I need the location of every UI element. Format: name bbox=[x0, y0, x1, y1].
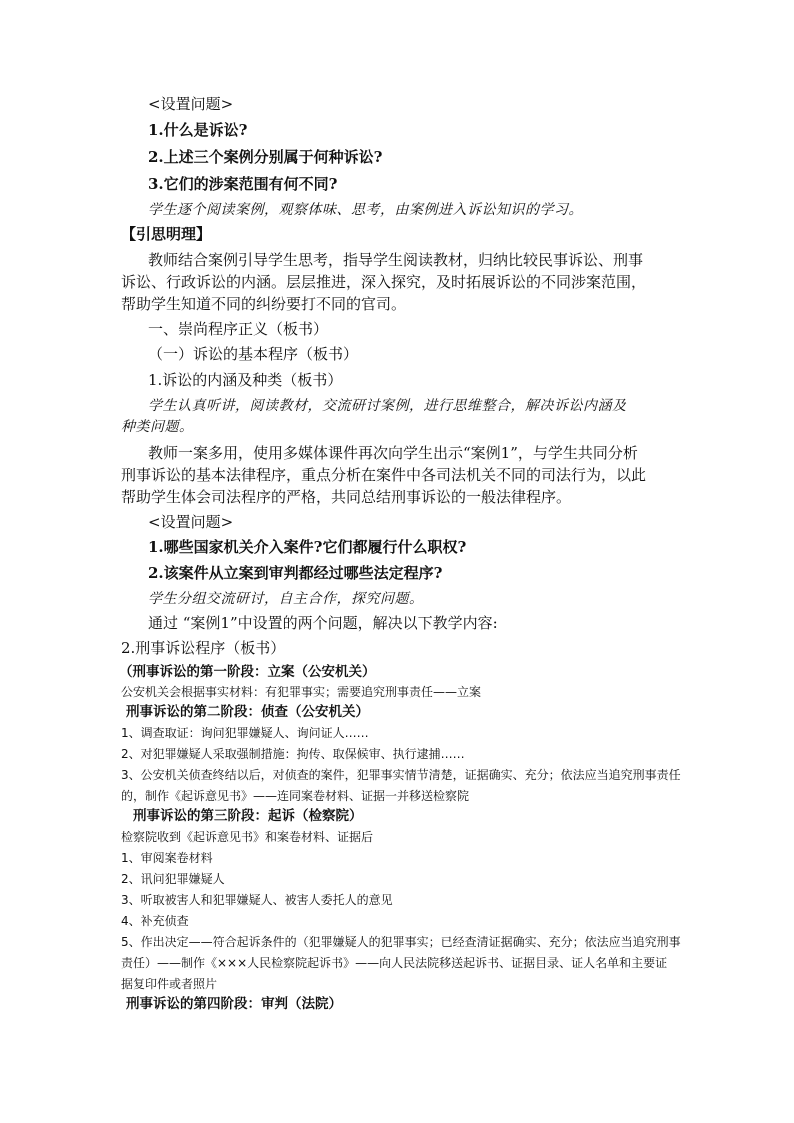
stage-3-item-5-cont: 责任）——制作《×××人民检察院起诉书》——向人民法院移送起诉书、证据目录、证人名单和主要证 bbox=[121, 956, 668, 970]
question-3: 3.它们的涉案范围有何不同? bbox=[148, 175, 338, 193]
stage-4-heading: 刑事诉讼的第四阶段：审判（法院） bbox=[126, 996, 342, 1012]
section-heading-set-questions: <设置问题> bbox=[148, 95, 234, 113]
paragraph-line: 教师一案多用，使用多媒体课件再次向学生出示“案例1”，与学生共同分析 bbox=[148, 444, 638, 462]
stage-3-item-5-cont2: 据复印件或者照片 bbox=[121, 977, 218, 991]
board-heading-4: 2.刑事诉讼程序（板书） bbox=[121, 639, 286, 657]
stage-3-item-1: 1、审阅案卷材料 bbox=[121, 851, 213, 865]
stage-2-item-3: 3、公安机关侦查终结以后，对侦查的案件，犯罪事实情节清楚，证据确实、充分；依法应当追究刑事责任 bbox=[121, 768, 681, 782]
stage-2-item-2: 2、对犯罪嫌疑人采取强制措施：拘传、取保候审、执行逮捕…… bbox=[121, 747, 465, 761]
paragraph-line: 帮助学生知道不同的纠纷要打不同的官司。 bbox=[121, 295, 407, 313]
stage-2-heading: 刑事诉讼的第二阶段：侦查（公安机关） bbox=[126, 704, 369, 720]
stage-3-text: 检察院收到《起诉意见书》和案卷材料、证据后 bbox=[121, 830, 374, 844]
student-activity-3: 学生分组交流研讨，自主合作，探究问题。 bbox=[148, 591, 424, 607]
stage-1-heading: （刑事诉讼的第一阶段：立案（公安机关） bbox=[119, 664, 376, 680]
question-4: 1.哪些国家机关介入案件?它们都履行什么职权? bbox=[148, 538, 467, 556]
stage-3-item-3: 3、听取被害人和犯罪嫌疑人、被害人委托人的意见 bbox=[121, 893, 393, 907]
stage-3-item-2: 2、讯问犯罪嫌疑人 bbox=[121, 872, 225, 886]
paragraph-line: 教师结合案例引导学生思考，指导学生阅读教材，归纳比较民事诉讼、刑事 bbox=[148, 251, 644, 269]
board-heading-3: 1.诉讼的内涵及种类（板书） bbox=[148, 371, 343, 389]
stage-3-heading: 刑事诉讼的第三阶段：起诉（检察院） bbox=[133, 808, 363, 824]
question-2: 2.上述三个案例分别属于何种诉讼? bbox=[148, 148, 383, 166]
question-5: 2.该案件从立案到审判都经过哪些法定程序? bbox=[148, 564, 443, 582]
stage-2-item-1: 1、调查取证：询问犯罪嫌疑人、询问证人…… bbox=[121, 726, 369, 740]
question-1: 1.什么是诉讼? bbox=[148, 121, 248, 139]
stage-3-item-5: 5、作出决定——符合起诉条件的（犯罪嫌疑人的犯罪事实；已经查清证据确实、充分；依法应当追究刑事 bbox=[121, 935, 681, 949]
stage-3-item-4: 4、补充侦查 bbox=[121, 914, 189, 928]
paragraph-line: 通过 “案例1”中设置的两个问题，解决以下教学内容: bbox=[148, 614, 498, 632]
stage-2-item-3-cont: 的，制作《起诉意见书》——连同案卷材料、证据一并移送检察院 bbox=[121, 789, 470, 803]
paragraph-line: 帮助学生体会司法程序的严格，共同总结刑事诉讼的一般法律程序。 bbox=[121, 488, 572, 506]
student-activity-1: 学生逐个阅读案例，观察体味、思考，由案例进入诉讼知识的学习。 bbox=[148, 202, 583, 218]
student-activity-2: 学生认真听讲，阅读教材，交流研讨案例，进行思维整合，解决诉讼内涵及 bbox=[148, 398, 627, 414]
paragraph-line: 刑事诉讼的基本法律程序，重点分析在案件中各司法机关不同的司法行为，以此 bbox=[121, 466, 647, 484]
section-heading-yinsi: 【引思明理】 bbox=[121, 225, 212, 243]
student-activity-2-cont: 种类问题。 bbox=[121, 419, 194, 435]
board-heading-2: （一）诉讼的基本程序（板书） bbox=[148, 345, 359, 363]
stage-1-text: 公安机关会根据事实材料：有犯罪事实；需要追究刑事责任——立案 bbox=[121, 685, 482, 699]
section-heading-set-questions-2: <设置问题> bbox=[148, 513, 234, 531]
board-heading-1: 一、崇尚程序正义（板书） bbox=[148, 320, 329, 338]
paragraph-line: 诉讼、行政诉讼的内涵。层层推进，深入探究，及时拓展诉讼的不同涉案范围， bbox=[121, 273, 647, 291]
